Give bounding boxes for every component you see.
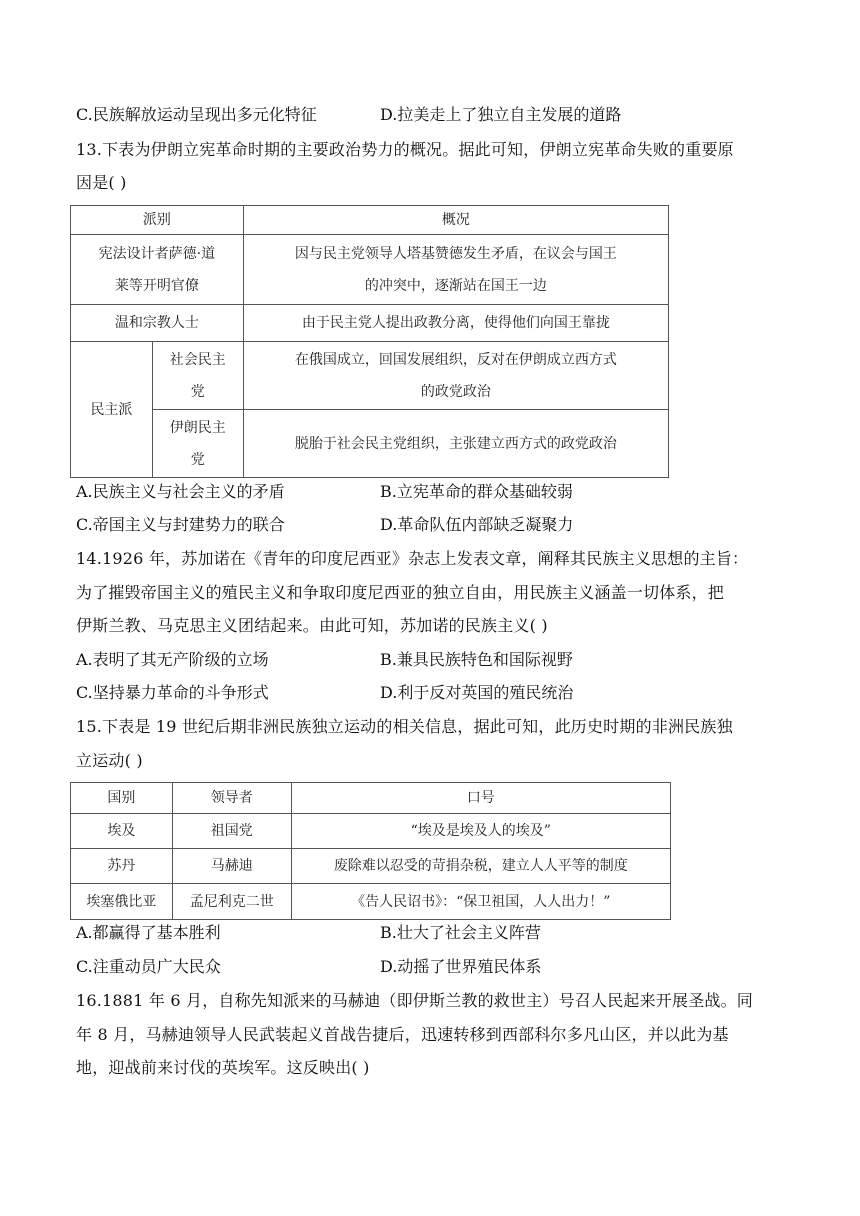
q15-stem-cont: 立运动( ) <box>76 751 143 770</box>
q15-option-d: D.动摇了世界殖民体系 <box>380 957 542 976</box>
table-row <box>71 884 671 920</box>
q15-header-country: 国别 <box>71 783 173 814</box>
q15-header-leader: 领导者 <box>172 783 291 814</box>
q13-sub-social-democrats: 社会民主 党 <box>152 342 243 410</box>
q16-stem-cont-2: 地，迎战前来讨伐的英埃军。这反映出( ) <box>76 1058 370 1077</box>
q14-stem: 14.1926 年，苏加诺在《青年的印度尼西亚》杂志上发表文章，阐释其民族主义思想的主旨： <box>76 549 749 568</box>
q15-country-ethiopia: 埃塞俄比亚 <box>71 884 173 920</box>
q14-option-d: D.利于反对英国的殖民统治 <box>380 683 574 702</box>
q13-sub-iran-democrats: 伊朗民主 党 <box>152 410 243 478</box>
q13-faction-bureaucrats: 宪法设计者萨德·道 莱等开明官僚 <box>71 235 244 305</box>
q16-stem: 16.1881 年 6 月，自称先知派来的马赫迪（即伊斯兰教的救世主）号召人民起来开展圣战。同 <box>76 991 754 1010</box>
q13-desc-social-democrats: 在俄国成立，回国发展组织，反对在伊朗成立西方式 的政党政治 <box>243 342 668 410</box>
q13-desc-clergy: 由于民主党人提出政教分离，使得他们向国王靠拢 <box>243 305 668 342</box>
q12-option-d: D.拉美走上了独立自主发展的道路 <box>380 105 622 124</box>
q15-header-slogan: 口号 <box>291 783 670 814</box>
q13-stem-cont: 因是( ) <box>76 173 127 192</box>
q15-country-egypt: 埃及 <box>71 814 173 849</box>
q16-stem-cont-1: 年 8 月，马赫迪领导人民武装起义首战告捷后，迅速转移到西部科尔多凡山区，并以此为基 <box>76 1025 729 1044</box>
q13-stem: 13.下表为伊朗立宪革命时期的主要政治势力的概况。据此可知，伊朗立宪革命失败的重要原 <box>76 140 734 159</box>
q15-slogan-egypt: “埃及是埃及人的埃及” <box>291 814 670 849</box>
q13-faction-democrats: 民主派 <box>71 342 153 478</box>
q15-leader-ethiopia: 孟尼利克二世 <box>172 884 291 920</box>
q13-table <box>70 205 669 478</box>
q15-table <box>70 782 671 920</box>
q15-slogan-ethiopia: 《告人民诏书》：“保卫祖国，人人出力！” <box>291 884 670 920</box>
q13-desc-iran-democrats: 脱胎于社会民主党组织，主张建立西方式的政党政治 <box>243 410 668 478</box>
table-row <box>71 849 671 884</box>
q13-faction-clergy: 温和宗教人士 <box>71 305 244 342</box>
table-row <box>71 814 671 849</box>
q13-option-d: D.革命队伍内部缺乏凝聚力 <box>380 515 574 534</box>
q15-leader-egypt: 祖国党 <box>172 814 291 849</box>
q14-stem-cont-1: 为了摧毁帝国主义的殖民主义和争取印度尼西亚的独立自由，用民族主义涵盖一切体系，把 <box>76 583 725 602</box>
q14-option-a: A.表明了其无产阶级的立场 <box>76 650 269 669</box>
q15-slogan-sudan: 废除难以忍受的苛捐杂税，建立人人平等的制度 <box>291 849 670 884</box>
q13-option-b: B.立宪革命的群众基础较弱 <box>380 482 573 501</box>
q15-option-b: B.壮大了社会主义阵营 <box>380 923 541 942</box>
q15-option-a: A.都赢得了基本胜利 <box>76 923 221 942</box>
q15-leader-sudan: 马赫迪 <box>172 849 291 884</box>
q13-option-a: A.民族主义与社会主义的矛盾 <box>76 482 285 501</box>
q14-stem-cont-2: 伊斯兰教、马克思主义团结起来。由此可知，苏加诺的民族主义( ) <box>76 616 548 635</box>
q12-option-c: C.民族解放运动呈现出多元化特征 <box>76 105 317 124</box>
q13-header-faction: 派别 <box>71 206 244 235</box>
q13-option-c: C.帝国主义与封建势力的联合 <box>76 515 285 534</box>
q13-desc-bureaucrats: 因与民主党领导人塔基赞德发生矛盾，在议会与国王 的冲突中，逐渐站在国王一边 <box>243 235 668 305</box>
q13-header-overview: 概况 <box>243 206 668 235</box>
q15-country-sudan: 苏丹 <box>71 849 173 884</box>
q14-option-b: B.兼具民族特色和国际视野 <box>380 650 573 669</box>
q15-stem: 15.下表是 19 世纪后期非洲民族独立运动的相关信息，据此可知，此历史时期的非洲民族独 <box>76 717 733 736</box>
q14-option-c: C.坚持暴力革命的斗争形式 <box>76 683 269 702</box>
q15-option-c: C.注重动员广大民众 <box>76 957 221 976</box>
